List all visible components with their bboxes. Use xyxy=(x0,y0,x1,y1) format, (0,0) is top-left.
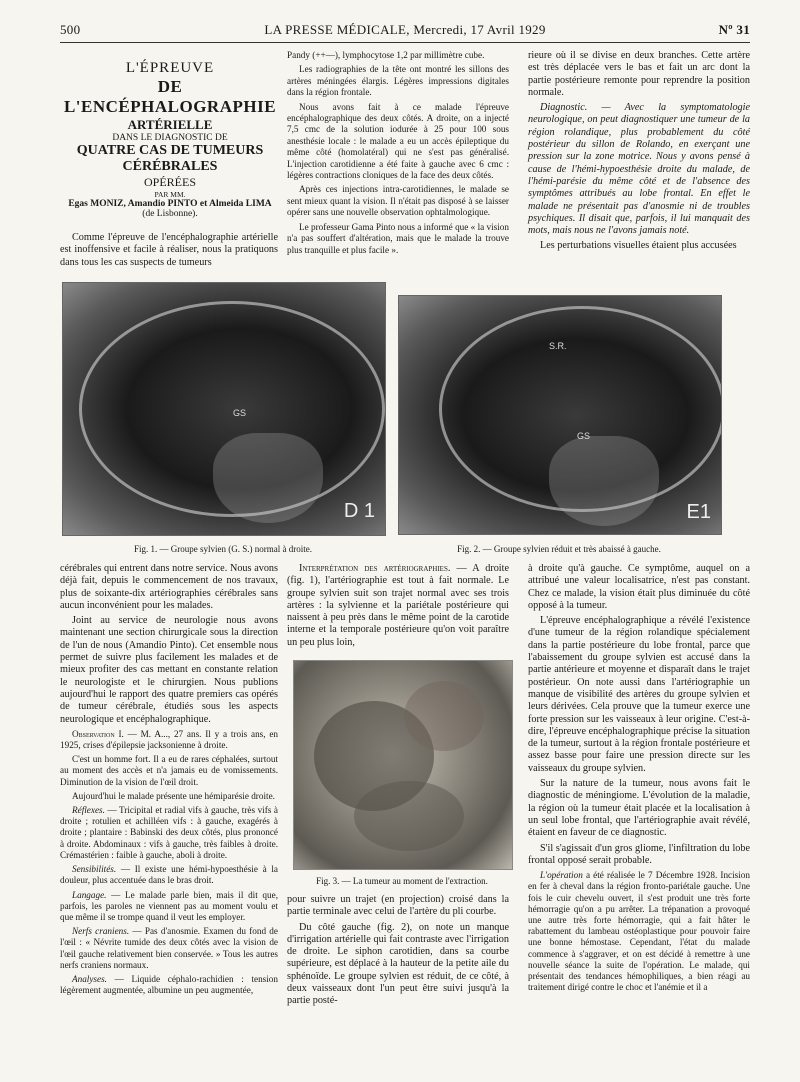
column-2-continued xyxy=(287,894,509,1011)
header-rule xyxy=(60,42,750,43)
title-line: DANS LE DIAGNOSTIC DE xyxy=(112,133,228,143)
title-line: ARTÉRIELLE xyxy=(127,117,213,132)
run-in-heading: Diagnostic. — Avec la symptomatologie neurologique, on peut diagnostiquer une tumeur de la région rolandique, plus probablement du côté postérieur du sillon de Rolando, en exerçant une pression sur la zone motrice. Nous y avons pensé à cause de l'hémi-hypoesthésie droite du malade, de l'hémi-parésie du même côté et de l'absence des symptômes attribués au lobe frontal. En effet le malade ne présentait pas d'anosmie ni de troubles psychiques. Il disait que, parfois, il lui manquait des mots, mais nous ne l'avons jamais noté. xyxy=(528,102,750,237)
figure-2-xray xyxy=(398,295,722,535)
page-number: 500 xyxy=(60,22,81,37)
paragraph: Pandy (++—), lymphocytose 1,2 par millimètre cube. xyxy=(287,50,485,60)
label-sr: S.R. xyxy=(549,341,567,351)
paragraph: Observation I. — M. A..., 27 ans. Il y a trois ans, en 1925, crises d'épilepsie jacksonienne à droite. xyxy=(60,728,278,751)
paragraph: Nerfs craniens. — Pas d'anosmie. Examen du fond de l'œil : « Névrite tumide des deux côtés avec la vision de l'œil gauche relativement bien conservée. » Tous les autres nerfs craniens normaux. xyxy=(60,926,278,970)
paragraph: L'opération a été réalisée le 7 Décembre 1928. Incision en fer à cheval dans la région fronto-pariétale gauche. Une fois le cuir chevelu ouvert, il s'est produit une très forte hémorragie qu'on a pu arrêter. La trépanation a provoqué une autre très forte hémorragie, qui a fait hâter le rabattement du lambeau ostéoplastique pour pouvoir faire une bonne hémostase. Cependant, l'état du malade commence à s'aggraver, et on est décidé à remettre à une nouvelle séance la suite de l'opération. Le malade, qui présentait des tendances hémophiliques, a bien réagi au traitement dirigé contre le choc et l'anémie et il a xyxy=(528,870,750,993)
paragraph: Réflexes. — Tricipital et radial vifs à gauche, très vifs à droite ; rotulien et achilléen vifs : à gauche, exagérés à droite ; plantaire : Babinski des deux côtés, plus prononcé à droite. Abdominaux : vifs à gauche, très faibles à droite. Crémastérien : faible à gauche, aboli à droite. xyxy=(60,805,278,860)
title-line: L'ÉPREUVE xyxy=(125,60,215,76)
paragraph: Interprétation des artériographies. — A droite (fig. 1), l'artériographie est tout à fait normale. Le groupe sylvien suit son trajet normal avec ses trois artères : la sylvienne et la pariétale postérieure qui naissent à peu près dans le même point de la carotide interne et la temporale postérieure qu'on voit paraître un peu plus loin, xyxy=(287,563,509,648)
column-3-top xyxy=(528,50,750,256)
paragraph: Aujourd'hui le malade présente une hémiparésie droite. xyxy=(72,790,275,801)
jaw-shadow xyxy=(213,433,323,523)
retractor-shape xyxy=(354,781,464,851)
figure-1-xray xyxy=(62,282,386,536)
paragraph: Sur la nature de la tumeur, nous avons fait le diagnostic de méningiome. L'évolution de la maladie, la région où la tumeur était placée et la localisation à un seul lobe frontal, que l'artériographie avait révélé, étaient en faveur de ce diagnostic. xyxy=(528,778,750,839)
jaw-shadow xyxy=(549,436,659,526)
paragraph: Joint au service de neurologie nous avons maintenant une section chirurgicale sous la direction de l'un de nous (Amandio Pinto). Cet ensemble nous permet de suivre plus facilement les malades et de mieux profiter des cas mettant en constante relation le neurologiste et le chirurgien. Nous publions aujourd'hui le rapport des quatre premiers cas opérés de tumeur cérébrale, étudiés sous les aspects neurologique et encéphalographique. xyxy=(60,615,278,725)
paragraph xyxy=(528,102,750,237)
title-line: QUATRE CAS DE TUMEURS CÉRÉBRALES xyxy=(76,143,264,174)
label-d1: D 1 xyxy=(343,500,375,522)
paragraph: L'épreuve encéphalographique a révélé l'existence d'une tumeur de la région rolandique spécialement dans la partie postérieure du lobe frontal, parce que l'abaissement du groupe sylvien est accusé dans la partie antérieure et moyenne et disparaît dans le trajet postérieur. On note aussi dans l'artériographie un manque de visibilité des artères du groupe sylvien et leurs dérivées. Cela prouve que la tumeur exerce une forte pression sur les vaisseaux à leur origine. C'est-à-dire, l'épreuve encéphalographique précise la situation de la tumeur, surtout à la région frontale postérieure et assez basse pour faire une pression directe sur les vaisseaux du groupe sylvien. xyxy=(528,615,750,774)
paragraph: Après ces injections intra-carotidiennes, le malade se sent mieux quant la vision. Il n'était pas disposé à se laisser opérer sans une nouvelle observation ophtalmologique. xyxy=(287,184,509,218)
article-title-block xyxy=(60,60,280,219)
title-line: OPÉRÉES xyxy=(143,175,196,189)
paragraph: C'est un homme fort. Il a eu de rares céphalées, surtout au moment des accès et n'a jamais eu de vomissements. Diminution de la vision de l'œil droit. xyxy=(60,754,278,787)
title-line: DE L'ENCÉPHALOGRAPHIE xyxy=(63,77,277,116)
column-3-bottom xyxy=(528,563,750,996)
figure-3-caption: Fig. 3. — La tumeur au moment de l'extraction. xyxy=(316,876,488,886)
label-e1: E1 xyxy=(686,501,711,523)
observation-label: Observation I. xyxy=(72,728,124,739)
paragraph: Comme l'épreuve de l'encéphalographie artérielle est inoffensive et facile à réaliser, nous la pratiquons dans tous les cas suspects de tumeurs xyxy=(60,232,278,268)
paragraph: Langage. — Le malade parle bien, mais il dit que, parfois, les paroles ne viennent pas au moment voulu et que même il se trompe quand il veut les employer. xyxy=(60,889,278,922)
figure-1-caption: Fig. 1. — Groupe sylvien (G. S.) normal à droite. xyxy=(134,544,312,554)
authors: Egas MONIZ, Amandio PINTO et Almeida LIMA xyxy=(68,199,272,209)
paragraph: Nous avons fait à ce malade l'épreuve encéphalographique des deux côtés. A droite, on a injecté 7,5 cmc de la solution iodurée à 25 pour 100 sous anesthésie locale : le malade a eu un accès épileptique du même côté (homolatéral) qui ne s'est pas généralisé. L'injection carotidienne a été faite à gauche avec 6 cmc : légères contractions cloniques de la face des deux côtés. xyxy=(287,101,509,181)
column-2-top xyxy=(287,50,509,259)
column-1-bottom xyxy=(60,563,278,999)
paragraph: cérébrales qui entrent dans notre service. Nous avons déjà fait, depuis le commencement de nos travaux, plus de soixante-dix artériographies cérébrales sans aucun inconvénient pour les malades. xyxy=(60,563,278,611)
paragraph: S'il s'agissait d'un gros gliome, l'infiltration du lobe frontal opposé serait probable. xyxy=(528,842,750,866)
column-2-bottom xyxy=(287,563,509,652)
paragraph: à droite qu'à gauche. Ce symptôme, auquel on a attribué une valeur localisatrice, n'est pas constant. Chez ce malade, la vision était plus diminuée du côté opposé à la tumeur. xyxy=(528,563,750,611)
paragraph: Du côté gauche (fig. 2), on note un manque d'irrigation artérielle qui fait contraste avec l'irrigation de droite. Le siphon carotidien, dans sa courbe supérieure, est déplacé à la hauteur de la petite aile du sphénoïde. Le groupe sylvien est réduit, de ce côté, à deux vaisseaux dont l'un peut être suivi jusqu'à la partie posté- xyxy=(287,921,509,1007)
paragraph: Le professeur Gama Pinto nous a informé que « la vision n'a pas souffert d'altération, mais que le malade la trouve plus tranquille et plus facile ». xyxy=(287,221,509,255)
column-1-top xyxy=(60,232,278,272)
figure-2-caption: Fig. 2. — Groupe sylvien réduit et très abaissé à gauche. xyxy=(457,544,661,554)
byline-par: PAR MM. xyxy=(154,190,186,199)
label-gs: GS xyxy=(577,431,591,441)
affiliation: (de Lisbonne). xyxy=(142,209,198,219)
paragraph: rieure où il se divise en deux branches. Cette artère est très déplacée vers le bas et fait un arc dont la partie postérieure remonte pour reprendre la position normale. xyxy=(528,50,750,98)
paragraph: Analyses. — Liquide céphalo-rachidien : tension légèrement augmentée, albumine un peu augmentée, xyxy=(60,973,278,996)
section-heading: Interprétation des artériographies. xyxy=(299,563,451,574)
label-gs: GS xyxy=(233,408,247,418)
tissue-shape xyxy=(404,681,484,751)
paragraph: Les radiographies de la tête ont montré les sillons des artères méningées élargis. Légères impressions digitales dans la région frontale. xyxy=(287,64,509,98)
running-head xyxy=(60,22,750,40)
journal-title: LA PRESSE MÉDICALE, Mercredi, 17 Avril 1929 xyxy=(264,22,546,37)
paragraph: Les perturbations visuelles étaient plus accusées xyxy=(540,240,737,252)
figure-3-photo xyxy=(293,660,513,870)
issue-number: Nº 31 xyxy=(718,22,750,37)
paragraph: pour suivre un trajet (en projection) croisé dans la partie terminale avec celui de l'artère du pli courbe. xyxy=(287,894,509,918)
paragraph: Sensibilités. — Il existe une hémi-hypoesthésie à la douleur, plus accentuée dans le bras droit. xyxy=(60,864,278,886)
